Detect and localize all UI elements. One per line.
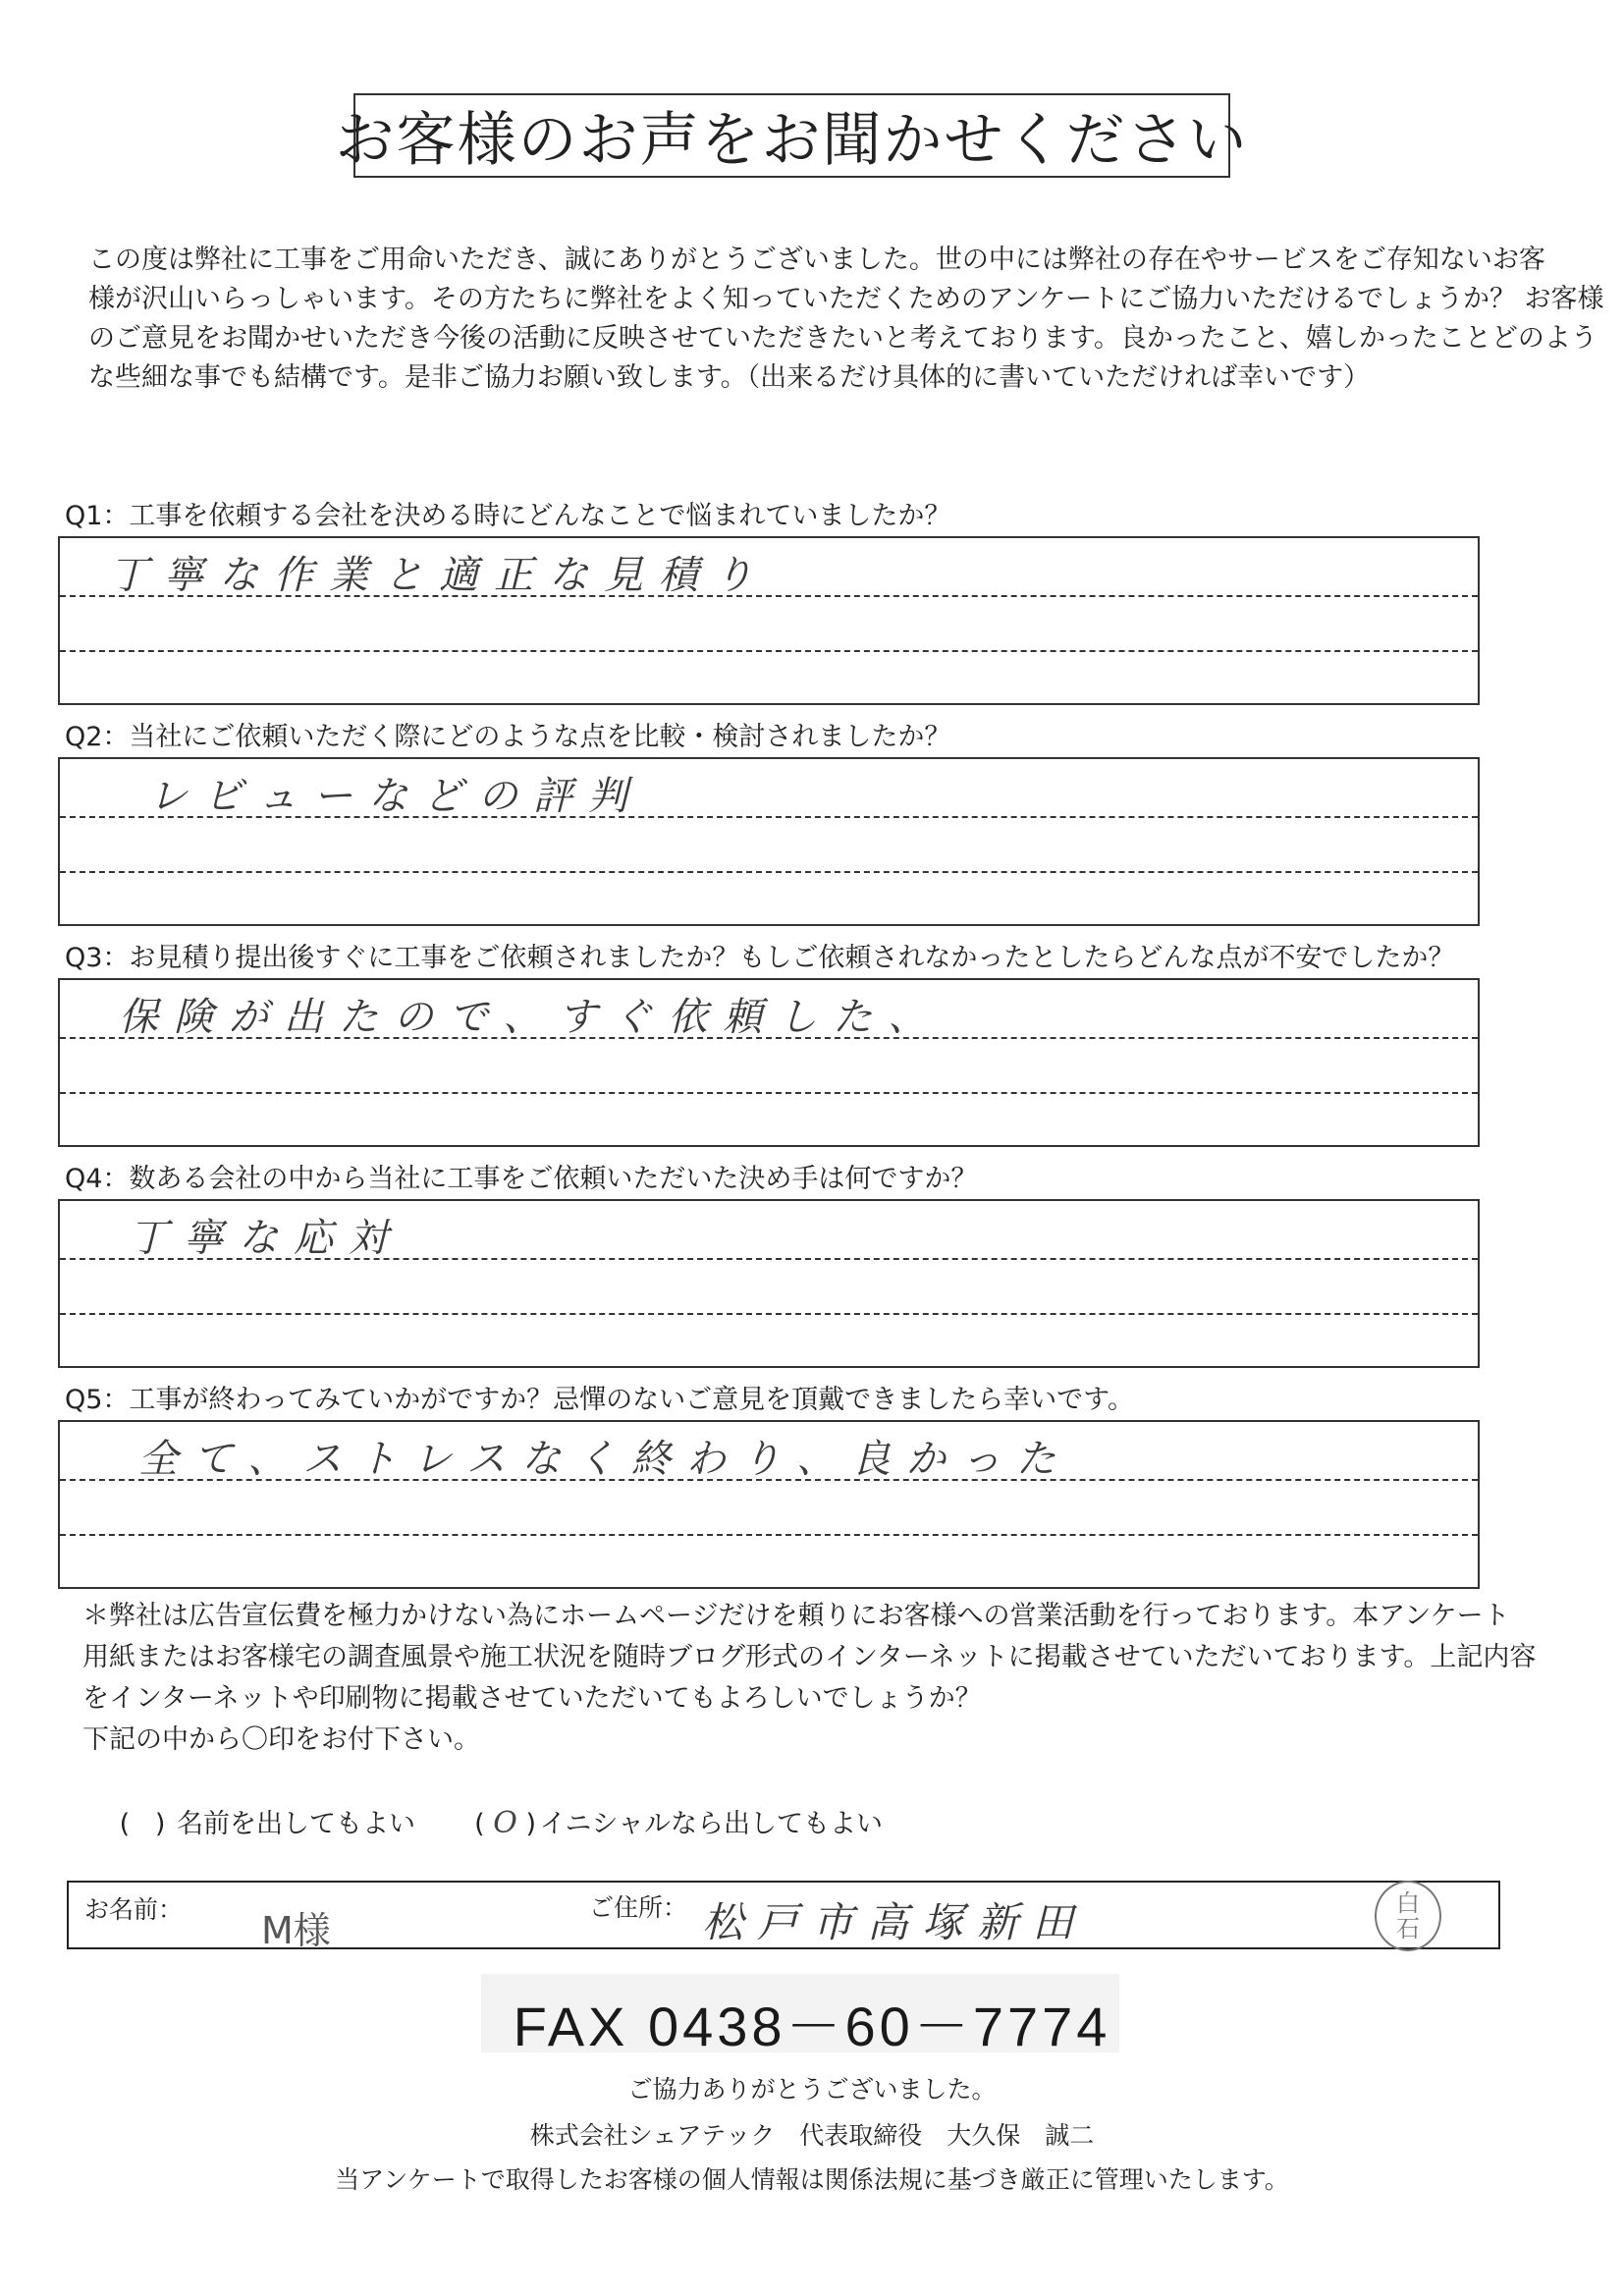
answer-5-text: 全て、ストレスなく終わり、良かった [138, 1437, 1071, 1482]
answer-5-box[interactable] [58, 1420, 1480, 1589]
name-field[interactable]: M様 [261, 1909, 331, 1952]
title-box [335, 93, 1249, 178]
stamp-char: 石 [1396, 1915, 1420, 1942]
note-line: 下記の中から〇印をお付下さい。 [82, 1724, 480, 1755]
intro-line: な些細な事でも結構です。是非ご協力お願い致します。（出来るだけ具体的に書いていただければ幸いです） [88, 362, 1371, 393]
address-label: ご住所： [589, 1893, 688, 1922]
question-4-label: Q4：数ある会社の中から当社に工事をご依頼いただいた決め手は何ですか？ [65, 1164, 978, 1194]
answer-2-text: レビューなどの評判 [148, 774, 643, 819]
fax-number: FAX 0438－60－7774 [513, 1995, 1111, 2057]
answer-3-box[interactable] [58, 978, 1480, 1147]
answer-rule [60, 871, 1478, 873]
option-checkbox[interactable]: ( ) [119, 1809, 166, 1839]
answer-1-text: 丁寧な作業と適正な見積り [109, 553, 769, 598]
answer-rule [60, 1092, 1478, 1094]
question-5-label: Q5：工事が終わってみていかがですか？忌憚のないご意見を頂戴できましたら幸いです。 [65, 1385, 1134, 1415]
footer-privacy: 当アンケートで取得したお客様の個人情報は関係法規に基づき厳正に管理いたします。 [335, 2165, 1289, 2194]
page-title: お客様のお声をお聞かせください [335, 106, 1249, 175]
intro-line: 様が沢山いらっしゃいます。その方たちに弊社をよく知っていただくためのアンケートにご協力いただけるでしょうか？ お客様 [88, 284, 1604, 314]
option-checkbox-marked[interactable]: ( O ) [474, 1806, 537, 1840]
circle-mark-icon: O [493, 1806, 517, 1840]
question-2-label: Q2：当社にご依頼いただく際にどのような点を比較・検討されましたか？ [65, 722, 951, 752]
option-label: 名前を出してもよい [177, 1809, 415, 1839]
option-label: イニシャルなら出してもよい [539, 1809, 883, 1839]
intro-line: この度は弊社に工事をご用命いただき、誠にありがとうございました。世の中には弊社の存在やサービスをご存知ないお客 [88, 245, 1545, 275]
question-1-label: Q1：工事を依頼する会社を決める時にどんなことで悩まれていましたか？ [65, 501, 951, 531]
answer-3-text: 保険が出たので、すぐ依頼した、 [119, 995, 944, 1040]
option-full-name[interactable] [108, 1802, 415, 1840]
intro-text [88, 241, 1604, 398]
name-label: お名前： [84, 1895, 184, 1924]
answer-4-text: 丁寧な応対 [129, 1216, 404, 1261]
answer-1-box[interactable] [58, 536, 1480, 705]
seal-stamp-icon [1375, 1881, 1441, 1951]
answer-rule [60, 1534, 1478, 1536]
footer-company: 株式会社シェアテック 代表取締役 大久保 誠二 [529, 2121, 1095, 2150]
option-initials[interactable] [471, 1802, 883, 1840]
customer-info-box [67, 1881, 1500, 1952]
note-line: 用紙またはお客様宅の調査風景や施工状況を随時ブログ形式のインターネットに掲載させていただいております。上記内容 [82, 1642, 1537, 1672]
answer-rule [60, 1313, 1478, 1315]
note-line: ＊弊社は広告宣伝費を極力かけない為にホームページだけを頼りにお客様への営業活動を行っております。本アンケート [82, 1601, 1510, 1631]
consent-options [108, 1802, 930, 1840]
intro-line: のご意見をお聞かせいただき今後の活動に反映させていただきたいと考えております。良かったこと、嬉しかったことどのよう [88, 323, 1597, 354]
answer-2-box[interactable] [58, 757, 1480, 926]
answer-4-box[interactable] [58, 1199, 1480, 1368]
stamp-char: 白 [1396, 1889, 1420, 1917]
note-line: をインターネットや印刷物に掲載させていただいてもよろしいでしょうか？ [82, 1683, 982, 1714]
answer-rule [60, 650, 1478, 652]
publication-note [82, 1596, 1536, 1761]
question-3-label: Q3：お見積り提出後すぐに工事をご依頼されましたか？もしご依頼されなかったとしたらどんな点が不安でしたか？ [65, 943, 1455, 973]
footer-thanks: ご協力ありがとうございました。 [627, 2075, 997, 2104]
address-field[interactable]: 松戸市高塚新田 [702, 1898, 1088, 1946]
